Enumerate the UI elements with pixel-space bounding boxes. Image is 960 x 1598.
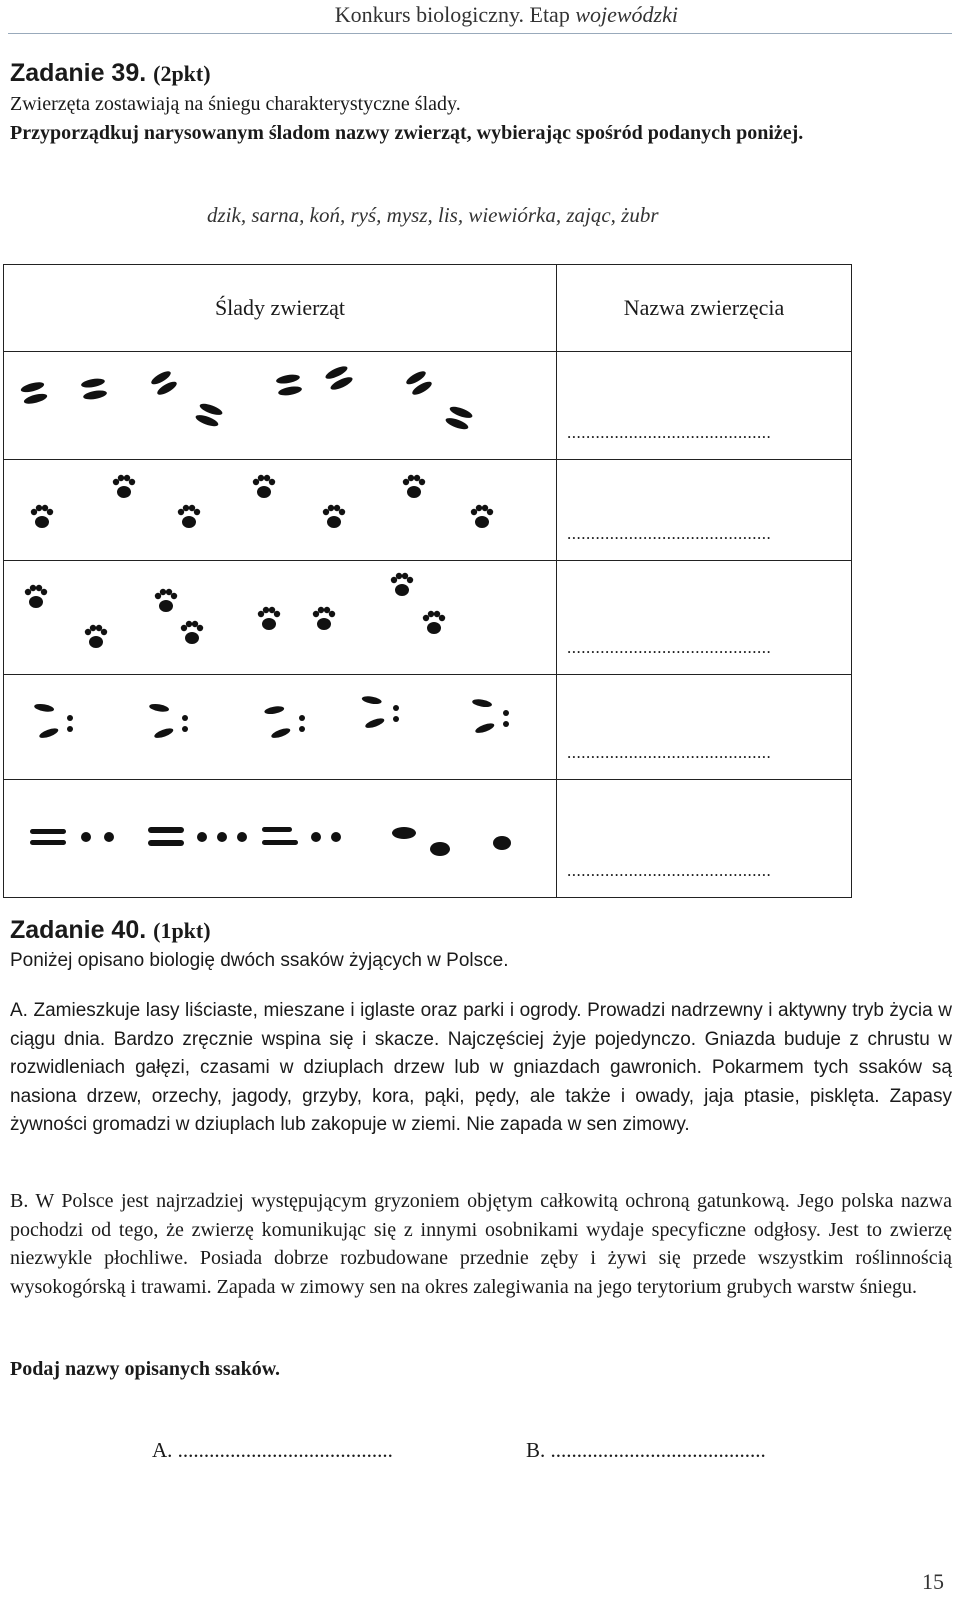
track-cell-4 — [4, 674, 557, 780]
header-rule — [8, 33, 952, 34]
page-number: 15 — [922, 1569, 944, 1594]
task40-paragraph-a: A. Zamieszkuje lasy liściaste, mieszane i iglaste oraz parki i ogrody. Prowadzi nadrzewny i aktywny tryb życia w ciągu dnia. Bardzo zręcznie wspina się i skacze. Najczęściej żyje pojedynczo. Gniazda buduje z chrustu w rozwidleniach gałęzi, czasami w dziuplach drzew lub w gniazdach gawronich. Pokarmem tych ssaków są nasiona drzew, orzechy, jagody, grzyby, kora, pąki, pędy, ale także i owady, jaja ptasie, pisklęta. Zapasy żywności gromadzi w dziuplach lub zakopuje w ziemi. Nie zapada w sen zimowy. — [10, 1000, 952, 1135]
track-cell-5 — [4, 780, 557, 898]
answer-cell-5[interactable] — [557, 780, 852, 898]
header-title: Konkurs biologiczny. Etap wojewódzki — [334, 2, 678, 27]
page-header — [0, 0, 960, 40]
answer-cell-1[interactable] — [557, 352, 852, 460]
track-cell-3 — [4, 561, 557, 675]
answer-blank-3: ........................................... — [567, 637, 772, 657]
task40-title: Zadanie 40. (1pkt) — [10, 916, 211, 944]
answer-cell-2[interactable] — [557, 459, 852, 560]
paw-tracks-round — [4, 460, 556, 560]
answer-a-field[interactable]: A. ......................................... — [152, 1438, 393, 1462]
col-header-name: Nazwa zwierzęcia — [557, 265, 852, 352]
answer-blank-4: ........................................... — [567, 743, 772, 763]
answer-blank-5: ........................................... — [567, 861, 772, 880]
col-header-tracks: Ślady zwierząt — [4, 265, 557, 352]
hopping-tracks — [4, 675, 556, 779]
task39-instruction: Przyporządkuj narysowanym śladom nazwy zwierząt, wybierając spośród podanych poniżej. — [10, 122, 804, 144]
task40-paragraph-b: B. W Polsce jest najrzadziej występującym gryzoniem objętym całkowitą ochroną gatunkową. Jego polska nazwa pochodzi od tego, że zwierzę komunikując się z innymi osobnikami wydaje specyficzne odgłosy. Jest to zwierzę niezwykle płochliwe. Posiada dobrze rozbudowane przednie zęby i żywi się przede wszystkim roślinnością wysokogórską i trawami. Zapada w zimowy sen na okres zalegiwania na jego terytorium grubych warstw śniegu. — [10, 1190, 952, 1298]
answer-cell-3[interactable] — [557, 561, 852, 675]
dragging-tracks — [4, 781, 556, 897]
animal-options: dzik, sarna, koń, ryś, mysz, lis, wiewiórka, zając, żubr — [207, 203, 659, 227]
task40-instruction: Podaj nazwy opisanych ssaków. — [10, 1358, 281, 1380]
paw-tracks-small — [4, 562, 556, 674]
task39-title: Zadanie 39. (2pkt) — [10, 59, 211, 87]
answer-blank-2: ........................................... — [567, 524, 772, 544]
track-cell-2 — [4, 459, 557, 560]
answer-b-field[interactable]: B. ......................................... — [526, 1438, 766, 1462]
answer-cell-4[interactable] — [557, 674, 852, 780]
cloven-hoof-tracks — [4, 353, 556, 459]
tracks-table — [3, 264, 852, 898]
track-cell-1 — [4, 352, 557, 460]
answer-blank-1: ........................................... — [567, 422, 772, 442]
task40-intro: Poniżej opisano biologię dwóch ssaków żyjących w Polsce. — [10, 950, 509, 971]
task39-intro: Zwierzęta zostawiają na śniegu charakterystyczne ślady. — [10, 93, 461, 115]
